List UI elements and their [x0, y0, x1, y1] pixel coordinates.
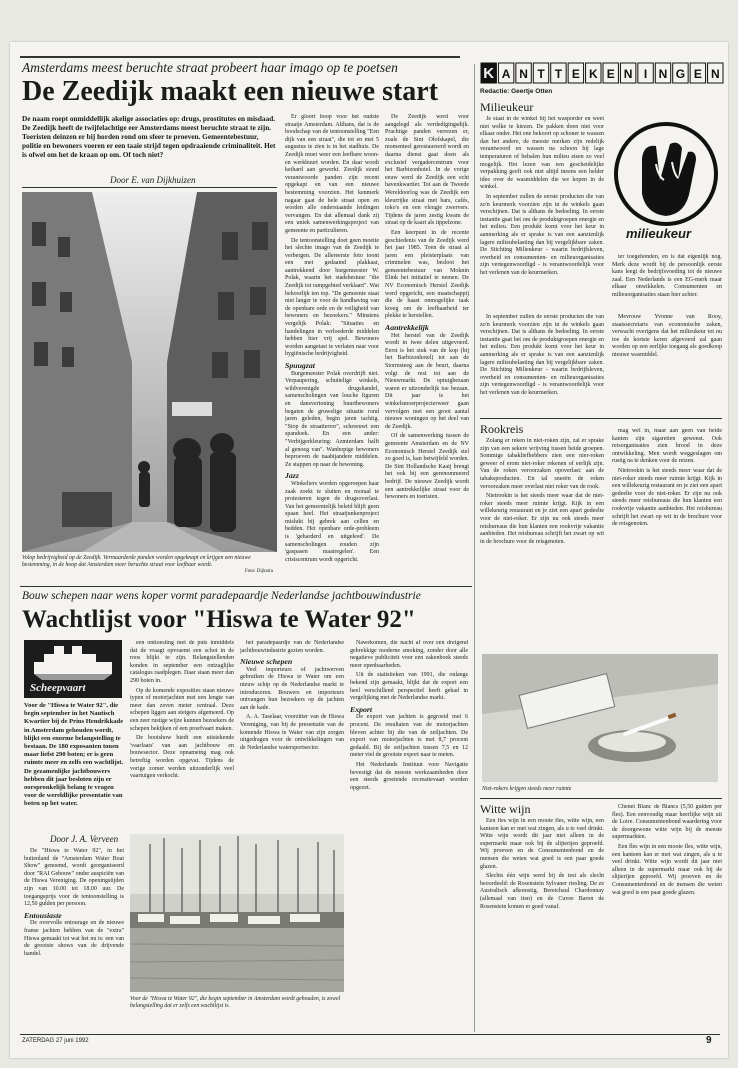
nonsmoking-photo: [482, 654, 718, 782]
harbor-photo: [130, 834, 344, 992]
rookreis-p4: Nietrookin is het steeds meer waar dat de niet-roker steeds meer ruimte krijgt. Kijk in een willekeurig restaurant en je ziet een apart gedeelte voor de niet-roker. Er zijn nu ook steeds meer reisbureaus die hun klanten een rookvrije vakantie aanbieden. Het reisbureau schrijft het zwart op wit in de brochure voor de reisgenoten.: [612, 467, 722, 528]
nonsmoking-image: [482, 654, 718, 782]
byline-rule: [22, 187, 277, 188]
article2-col4-p3: De export van jachten is gegroeid met 6 procent. De resultaten van de motorjachten bleven achter bij die van de zeiljachten. De export van motorjachten is met 8,7 procent gedaald. Bij de zeiljachten tussen 7,5 en 12 meter viel de grootste export naar te meten.: [350, 714, 468, 759]
zeedijk-street-image: [22, 192, 277, 552]
witte-wijn-heading: Witte wijn: [480, 802, 531, 816]
milieukeur-heading: Milieukeur: [480, 100, 534, 114]
witte-wijn-p3: Chenet Blanc de Blancs (5,50 gulden per fles). Een eenvoudig maar heerlijke wijn uit de Loire. Consumentenbond waardering voor de doorgewone witte wijn bij de meeste supermarkten.: [612, 804, 722, 841]
banner-letter-box: [655, 63, 670, 83]
milieukeur-p4: Mevrouw Yvonne van Rooy, staatssecretaris van economische zaken, verwacht overigens dat het milieukeur tot nu toe de kortste keren afgevoerd zal gaan worden op een eerlijke toegang als goedkoop nieuwe wasmiddel.: [612, 314, 722, 358]
article2-col3-p2: Veel importeurs of jachtwerven gebruiken de Hiswa te Water om een nieuw schip op de Nederlandse markt te introduceren. Bouwers en importeurs ontvangen hun bezoekers op de jachten aan de kade.: [240, 666, 344, 711]
article1-kicker: Amsterdams meest beruchte straat probeert haar imago op te poetsen: [22, 60, 398, 75]
milieukeur-column-1b: [480, 314, 604, 414]
rookreis-column-1: [480, 438, 604, 648]
subhead-export: Export: [350, 704, 373, 714]
svg-text:E: E: [693, 67, 702, 81]
milieukeur-p3: ter toegehonden, en is dat eigenlijk nog. Merk deze wordt bij de persoonlijk eerste kans leegt de bedrijfsvoeding tot de nieuwe zaal. Een Nederlands is een EG-merk maar elkaar onwikkelen. Consumenten en milieuorganisaties staan hier achter.: [612, 254, 722, 298]
article1-col2-p2: Een keerpunt in de recente geschiedenis van de Zeedijk werd het jaar 1985. Toen de straat al jaren een pleisterplaats van criminelen was, besloot het gemeentebestuur van Moknin Elink het initiatief te nemen. De NV Economisch Herstel Zeedijk werd opgericht, een maatschappij die de haast onmogelijke taak kreeg om de leefbaarheid ter plekke te herstellen.: [385, 229, 469, 320]
sidebar-divider: [474, 64, 475, 1032]
banner-letter-box: [620, 63, 635, 83]
article2-headline: Wachtlijst voor "Hiswa te Water 92": [22, 606, 416, 633]
subhead-nieuwe-schepen: Nieuwe schepen: [240, 657, 293, 667]
subhead-entousiaste: Entousiaste: [24, 910, 62, 920]
article1-col1-p4: Winkeliers worden opgeroepen haar zaak zoekt te sluiten en moraal te protesteren tegen de drugsoverlast. Van het gemeentelijk beleid blijft geen spaan heel. Het straatjunkenproject mislukt bij gebrek aan cellen en bedden. Het openbare orde-probleem is 'geharderd en uitgeleed'. De samenscholingen zouden zijn 'gaspasen maatregelen'. Een crisiscentrum wordt opgericht.: [285, 480, 379, 563]
newspaper-page: [10, 42, 728, 1058]
banner-letter-box: [498, 63, 513, 83]
scheepvaart-label: Scheepvaart: [30, 682, 86, 694]
ship-icon: [24, 640, 122, 686]
article2-column-4: [350, 640, 468, 1028]
sidebar-rule-1: [480, 418, 722, 419]
kanttekeningen-banner: [480, 62, 724, 84]
harbor-image: [130, 834, 344, 992]
article1-col1-p1: Er gloort hoop voor het oudste straatje Amsterdam. Althans, dat is de boodschap van de tentoonstelling "Een dijk van een straat", die tot en met 5 augustus te zien is in het stadhuis. De Zeedijk moet weer een leefbare woon- en werkbuurt worden. En daar wordt keihard aan gewerkt. Zeedijk stond verantwoorde panden zijn recent opgekapt en van een nieuwe bestemming voorzien. Het kenmerk nagaar gaat de hele straat open en worden alle onderstaande leidingen vervangen. En dat allemaal dank zij een uniek samenwerkingsproject van gemeente en particulieren.: [285, 114, 379, 234]
article2-column-1: [24, 848, 124, 1028]
article1-byline: Door E. van Dijkhuizen: [110, 175, 196, 185]
badge-word: milieukeur: [626, 226, 692, 241]
section-logo: [330, 42, 425, 54]
milieukeur-column-3: [612, 314, 722, 414]
article1-col2-p1: De Zeedijk werd voor aangelegd als verdedigingsdijk. Prachtige panden verrezen er, zoals de Sint Olofskapel, die momenteel gerestaureerd wordt en daarna dienst gaat doen als exclusief vergadercentrum voor het Barbizonhotel. In de vorige eeuw werd de Zeedijk een echt havenkwartier. Tot aan de Tweede Wereldoorlog was de Zeedijk een kleurrijke straat met bars, cafés, toko's en een vleugje zwervers. Tijdens de jaren zestig kwam de straat op de kaart als tippelzone.: [385, 114, 469, 227]
svg-text:N: N: [710, 67, 720, 81]
banner-letter-box: [690, 63, 705, 83]
article1-column-1: [285, 114, 379, 582]
article2-lede: Voor de "Hiswa te Water 92", die begin september in het Nautisch Kwartier bij de Prins Hendrikkade in Amsterdam gehouden wordt, blijkt een enorme belangstelling te bestaan. De 180 exposanten tonen maar liefst 290 boten; er is geen ruimte meer en zelfs een wachtlijst. De gezamenlijke jachtbouwers hebben dit jaar besloten zijn er oorspronkelijk belang te vragen voor de wereldlijke presentatie van boten op het water.: [24, 702, 124, 808]
banner-svg: [480, 62, 724, 84]
rookreis-p1: Zolang er reken in niet-roken zijn, zal er sprake zijn van een sekere wrijving tussen beide groepen. Sommige tabakliefhebbers zien een nier-roken geweer of erom niet-roker rekenen of eerlijk zijn. Van de roken veroorzaken opoverlast: aan de tabaksproducten. En tal sneeën de roken veroorzaken meer overlast niet roker van de rook.: [480, 438, 604, 490]
article2-kicker: Bouw schepen naar wens koper vormt paradepaardje Nederlandse jachtbouwindustrie: [22, 590, 421, 602]
article1-col2-p3: Het herstel van de Zeedijk wordt in twee delen uitgevoerd. Eerst is het stuk van de kop (bij het Barbizonhotel) tot aan de Stormsteeg aan de beurt, daarna volgt de rest tot aan de Nieuwmarkt. De optuigbezaan waren er uitzonderlijk toe bezaan. Dit jaar is het winkelsmoerprojecterweer gaan vervolgen met een groot aantal nieuwe woningen op het deel van de Zeedijk.: [385, 332, 469, 430]
milieukeur-badge: [612, 118, 720, 246]
svg-text:E: E: [571, 67, 580, 81]
banner-letter-box: [551, 63, 566, 83]
scheepvaart-logo: [24, 640, 122, 698]
svg-text:K: K: [588, 67, 598, 81]
milieukeur-p5: In september zullen de eerste producten die van zo'n keurmerk voorzien zijn in de winkels gaan verschijnen. Dat is althans de bedoeling. In eerste instantie gaat het om de produktgroepen energie en het milieu. Een produkt komt voor het keur in aanmerking als er sprake is van een aanzienlijk lagere milieubelasting dan bij vergelijkbare zaken. De Stichting Milieukeur - waarin bedrijfsleven, overheid en consumenten- en milieuorganisaties zijn vertegenwoordigd - is verantwoordelijk voor het verlenen van de keurmerken.: [480, 314, 604, 396]
subhead-spuugzat: Spuugzat: [285, 361, 315, 370]
article2-col4-p2: Uit de statistieken van 1991, die onlangs bekend zijn gemaakt, blijkt dat de export een heel verschillend perspectief heeft gehad in vergelijking met de Nederlandse markt.: [350, 672, 468, 702]
banner-letter-box: [568, 63, 583, 83]
article2-col2-p1: een onttoesting met de puts inmiddels dat de vraagt opvraemt een schot in de roos blijkt te zijn. Belangstellenden konden in september een ontzaglijke catalogus raadplegen. Daar staan meer dan 290 boten in.: [130, 640, 234, 684]
article2-column-2: [130, 640, 234, 826]
article2-col2-p3: De bootshow biedt een uitstekende 'vaarlaats' van aan jachtbouw en bouwsector. Deze opnameing mag ook betreftig worden opgevat. Tijdens de vorige zomer werden uitzonderlijk veel vaartuigen verkocht.: [130, 735, 234, 780]
article1-lede: De naam roept onmiddellijk akelige associaties op: drugs, prostitutes en misdaad. De Zeedijk heeft de twijfelachtige eer Amsterdams meest beruchte straat te zijn. Toeristen deinzen er bij horden rond om sfeer te proeven. Gemeentebestuur, politie en bewoners voeren er een taaie strijd tegen opdraaiende criminaliteit. Het is ofwel om het de kraan op om. Of toch niet?: [22, 114, 276, 159]
article1-col1-p3: Burgemeester Polak overdrijft niet. Verpaupering, schuitelige winkels, wildverenigde drugshandel, samenscholingen van louche figuren en dansvertoning buurtbewoners begaten de gruwelige situatie rond jaren geleden, begin jaren tachtig. "Stop de straatterror", schreeuwt een spandoek. En een ander: "Verbijgerkleuring: Azmterdam halft al genoeg van". Wanhopige bewoners beproeven de naabijandere middelen. Ze stappen op naar de bewoning.: [285, 370, 379, 468]
banner-letter-box: [533, 63, 548, 83]
witte-wijn-p2: Slechts één wijn werd bij de test als slecht beoordeeld: de Rosenstein Sylvaner riesling. De ze Australisch afkomstig. Bereichaul Chardonnay (allemaal van tien) en de Cuvee Baron de Rosenstein komen er goed vanaf.: [480, 873, 604, 910]
article2-rule: [20, 586, 472, 587]
milieukeur-p1: Je staat in de winkel bij het wasporder en weet niet welke te kiezen. De pakken doen niet voor elkaar onder. Het ene bekoort op schoner te wassen dan het andere, de meeste merken zijn redelijk verantwoord en wassen na schoon bij lage temperaturen of behalen hun milieu eisen zo veel mogelijk. Het lezen van een gescheidelijke verpakking geeft ook niet altijd ineens een helder idee over de wasmiddelen die we kopen in de winkel.: [480, 116, 604, 191]
banner-letter-box: [586, 63, 601, 83]
rookreis-p2: Nietrookin is het steeds meer waar dat de niet-roker steeds meer ruimte krijgt. Kijk in een willekeurig restaurant en je ziet een apart gedeelte voor de niet-roker. Er zijn nu ook steeds meer reisbureaus die hun klanten een rookvrije vakantie aanbieden. Het reisbureau schrijft het zwart op wit in de brochure voor de reisgenoten.: [480, 493, 604, 545]
witte-wijn-column-2: [612, 804, 722, 1028]
nonsmoking-caption: Niet-rokers krijgen steeds meer ruimte: [482, 786, 572, 792]
article2-col1-p1: De "Hiswa te Water 92", in het buitenland de "Amsterdam Water Boat Show" genoemd, wordt georganiseerd door "RAI Gebouw" onder auspiciën van de Hiswa Vereniging. De openingstijden zijn van 10.00 tot 18.00 uur. De toegangsprijs voor de tentoonstelling is 12,50 gulden per persoon.: [24, 848, 124, 908]
article1-headline: De Zeedijk maakt een nieuwe start: [22, 76, 439, 107]
article2-col4-p4: Het Nederlands Instituut voor Navigatie bevestigt dat de meeste werkzaamheden door een steeds groeiende recreatievaart worden opgezet.: [350, 761, 468, 791]
milieukeur-column-2: [612, 254, 722, 312]
article2-caption: Voor de "Hiswa te Water 92", die begin september in Amsterdam wordt gehouden, is zowel belangstelling dat er zelfs een wachtlijst is.: [130, 996, 341, 1009]
banner-letter-box: [603, 63, 618, 83]
banner-letter-box: [516, 63, 531, 83]
svg-text:T: T: [554, 67, 563, 81]
milieukeur-p2: In september zullen de eerste producten die van zo'n keurmerk voorzien zijn in de winkels gaan verschijnen. Dat is althans de bedoeling. In eerste instantie gaat het om de produktgroepen energie en het milieu. Een produkt komt voor het keur in aanmerking als er sprake is van een aanzienlijk lagere milieubelasting dan bij vergelijkbare zaken. De Stichting Milieukeur - waarin bedrijfsleven, overheid en consumenten- en milieuorganisaties zijn vertegenwoordigd - is verantwoordelijk voor het verlenen van de keurmerken.: [480, 193, 604, 276]
footer-date: ZATERDAG 27 juni 1992: [22, 1038, 89, 1044]
article2-col3-p3: A. A. Taselaar, voorzitter van de Hiswa Vereniging, van bij de presentatie van de komende Hiswa te Water van zijn zorgen uitgedragen voor de ontwikkelingen van de Nederlandse watersportsector.: [240, 714, 344, 751]
svg-text:I: I: [643, 67, 648, 81]
svg-text:E: E: [606, 67, 615, 81]
witte-wijn-column-1: [480, 818, 604, 1028]
sidebar-editor: Redactie: Geertje Otten: [480, 88, 553, 95]
svg-text:N: N: [658, 67, 668, 81]
article1-column-2: [385, 114, 469, 582]
article1-caption: Volop bedrijvigheid op de Zeedijk. Vermaarderde panden worden opgeknapt en krijgen een nieuwe bestemming, in de hoop dat Amsterdam meer beruchte straat voor leefbaar wordt.: [22, 555, 251, 568]
svg-text:N: N: [623, 67, 633, 81]
rookreis-heading: Rookreis: [480, 422, 524, 436]
article1-col1-p2: De tentoonstelling doet geen moeite het slechte imago van de Zeedijk te verbergen. De allereerste foto toont een met gedaamd plakkaat, aantrekkend door burgemeester W. Polak, waarin het stadsbestuur "die Zeedijk tot rampgebied verklaart". Wat behoorlijk ten top. "De gemeente staat niet langer te voor de handhaving van de openbare orde en de veiligheid van bewoners en bezoekers." Minstens vergelijk Polak: "Situaties en handelingen in verloederde middelen hebben hier vrij spel. Bewoners worden aangetast te verlaten naar voor hygiënische bedrijvigheid.: [285, 237, 379, 358]
banner-letter-box: [638, 63, 653, 83]
article2-col3-p1: het paradepaardje van de Nederlandse jachtbouwindustrie gezien worden.: [240, 640, 344, 654]
article1-credit: Foto: Dijkstra: [245, 569, 273, 574]
witte-wijn-p1: Een fles wijn in een mooie fles, witte wijn, een kanteen kan er met wat zingen, als u te veel drinkt. Witte wijn wordt dit jaar niet alleen in de supermarkt maar ook bij de slijterijen geproefd. Wij proeven en de Consumentenbond en de mensen die weten wat goed is een paar goede glazen.: [480, 818, 604, 870]
rookreis-column-2: [612, 428, 722, 648]
zeedijk-street-photo: [22, 192, 277, 552]
svg-text:K: K: [483, 65, 495, 82]
page-number: 9: [706, 1035, 712, 1046]
svg-text:T: T: [537, 67, 545, 81]
sidebar-rule-2: [480, 798, 722, 799]
banner-letter-box: [673, 63, 688, 83]
footer-rule: [20, 1034, 720, 1035]
svg-text:N: N: [519, 67, 528, 81]
top-rule: [20, 56, 460, 58]
svg-text:G: G: [675, 67, 686, 81]
banner-letter-box: [708, 63, 723, 83]
rookreis-p3: mag wel in, maar aan geen van beide kanten zijn sigaretten gewenst. Ook reisorganisaties zien brood in deze ontwikkeling. Men wordt weggeslagen om rustig na te denken voor de reizen.: [612, 428, 722, 465]
article2-col1-p2: De overvolle entourage en de nieuwe franse jachten hebben van de "extra" Hiswa gemaakt tot wat het nu is: een van de grootste shows van de drijvende handel.: [24, 920, 124, 957]
subhead-jazz: Jazz: [285, 471, 299, 481]
article2-column-3: [240, 640, 344, 826]
article1-col2-p4: Of de samenwerking tussen de gemeente Amsterdam en de NV Economisch Herstel Zeedijk stel zo goed is, kan betwijfeld worden. De Sint Hollandsche Kaaij brengt het ook bij een gerenommeerd bedrijf. De nieuwe Zeedijk wordt een aantrekkelijke straat voor de bewoners en toeristen.: [385, 433, 469, 501]
banner-letter-box: [481, 63, 496, 83]
milieukeur-column-1: [480, 116, 604, 312]
svg-text:A: A: [501, 67, 511, 81]
witte-wijn-p4: Een fles wijn in een mooie fles, witte wijn, een kanteen kan er met wat zingen, als u te veel drinkt. Witte wijn wordt dit jaar niet alleen in de supermarkt maar ook bij de slijterijen geproefd. Wij proeven en de Consumentenbond en de mensen die weten wat goed is een paar goede glazen.: [612, 843, 722, 896]
article2-col4-p1: Nawekomen, die nacht af over een dreigend gebrekkige moderne smoking, zonder door alle negatieve publiciteit voor een zakenboek steeds meer openbaarheden.: [350, 640, 468, 669]
subhead-aantrekkelijk: Aantrekkelijk: [385, 323, 429, 333]
article2-col2-p2: Op de komende exposities staan nieuwe typen of motorjachten met een lengte van meer dan zeven meter centraal. Deze schepen liggen aan steigers afgemeerd. Op een zeer rustige wijze kunnen bezoekers de schepen bekijken of een proefvaart maken.: [130, 687, 234, 732]
article2-byline: Door J. A. Verveen: [50, 834, 119, 844]
